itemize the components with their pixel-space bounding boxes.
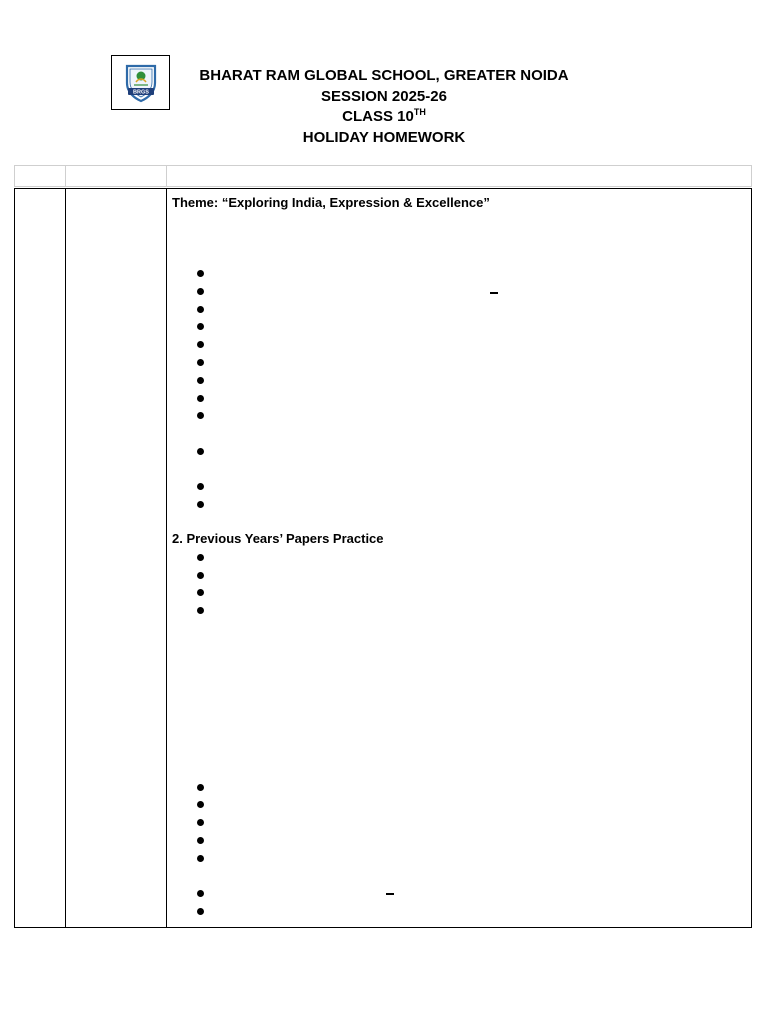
list-bullet	[197, 341, 204, 348]
list-bullet	[197, 395, 204, 402]
list-bullet	[197, 554, 204, 561]
list-bullet	[197, 572, 204, 579]
list-bullet	[197, 288, 204, 295]
table-header-row	[14, 165, 752, 187]
list-bullet	[197, 359, 204, 366]
logo-text: BRGS	[132, 89, 149, 95]
document-title: HOLIDAY HOMEWORK	[302, 128, 466, 146]
list-bullet	[197, 483, 204, 490]
column-divider	[166, 189, 167, 927]
list-bullet	[197, 448, 204, 455]
column-divider	[65, 189, 66, 927]
school-name: BHARAT RAM GLOBAL SCHOOL, GREATER NOIDA	[199, 67, 569, 84]
list-bullet	[197, 270, 204, 277]
theme-heading: Theme: “Exploring India, Expression & Excellence”	[172, 195, 490, 210]
class-base: CLASS 10	[342, 108, 414, 125]
list-bullet	[197, 607, 204, 614]
list-bullet	[197, 855, 204, 862]
list-bullet	[197, 377, 204, 384]
homework-table	[14, 188, 752, 928]
list-bullet	[197, 908, 204, 915]
list-bullet	[197, 837, 204, 844]
session-label: SESSION 2025-26	[321, 87, 447, 105]
list-bullet	[197, 412, 204, 419]
list-bullet	[197, 801, 204, 808]
class-label	[180, 107, 588, 128]
column-divider	[166, 166, 167, 186]
list-bullet	[197, 323, 204, 330]
list-bullet	[197, 501, 204, 508]
school-logo	[111, 55, 170, 110]
dash-mark	[490, 292, 498, 294]
class-superscript: TH	[413, 107, 426, 117]
list-bullet	[197, 589, 204, 596]
dash-mark	[386, 893, 394, 895]
list-bullet	[197, 306, 204, 313]
school-crest-icon	[119, 61, 163, 105]
list-bullet	[197, 784, 204, 791]
list-bullet	[197, 890, 204, 897]
document-header	[180, 66, 588, 148]
list-bullet	[197, 819, 204, 826]
column-divider	[65, 166, 66, 186]
section-heading: 2. Previous Years’ Papers Practice	[172, 531, 384, 546]
